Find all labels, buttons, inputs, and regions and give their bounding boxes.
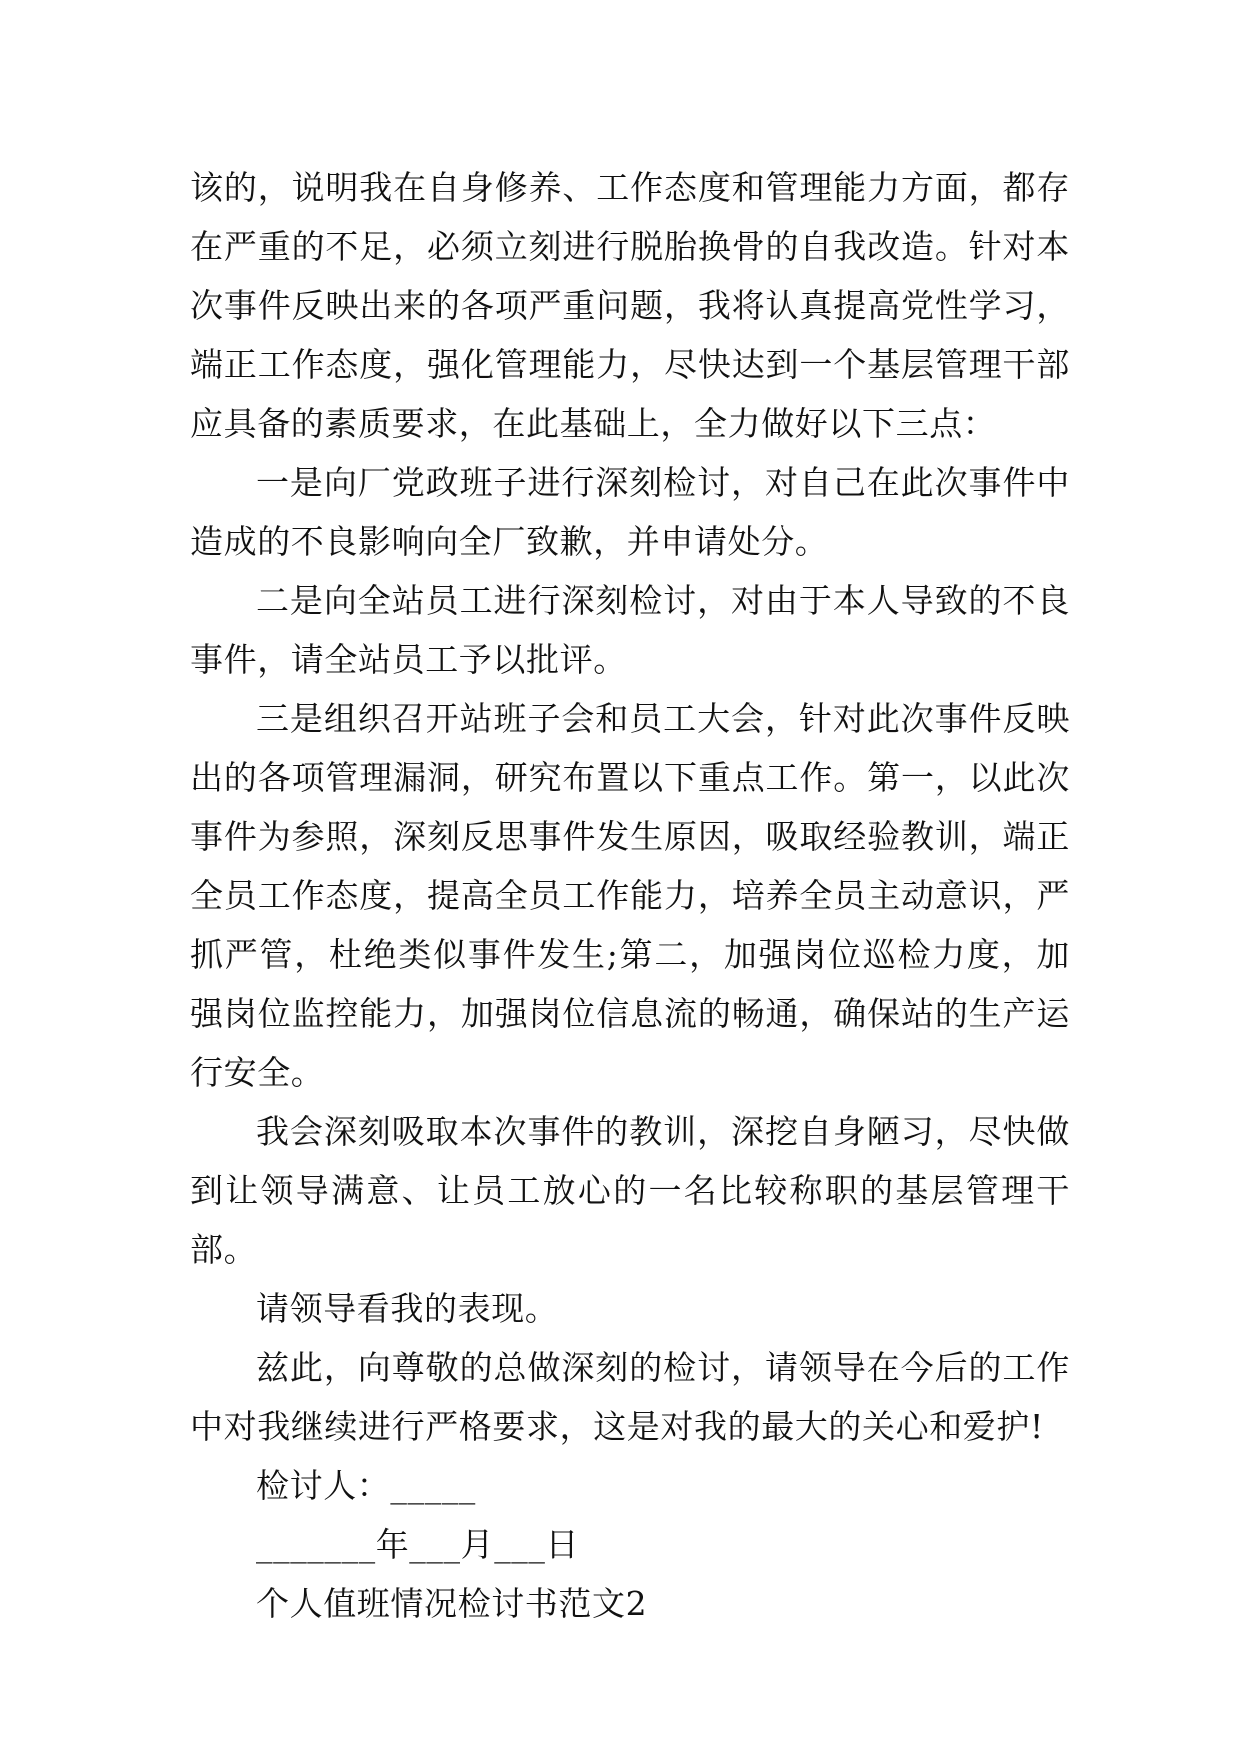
paragraph-point-two: 二是向全站员工进行深刻检讨，对由于本人导致的不良事件，请全站员工予以批评。 — [190, 581, 1070, 679]
paragraph-continuation: 该的，说明我在自身修养、工作态度和管理能力方面，都存在严重的不足，必须立刻进行脱胎换骨的自我改造。针对本次事件反映出来的各项严重问题，我将认真提高党性学习，端正工作态度，强化管理能力，尽快达到一个基层管理干部应具备的素质要求，在此基础上，全力做好以下三点： — [190, 168, 1070, 443]
paragraph-point-three: 三是组织召开站班子会和员工大会，针对此次事件反映出的各项管理漏洞，研究布置以下重点工作。第一，以此次事件为参照，深刻反思事件发生原因，吸取经验教训，端正全员工作态度，提高全员工作能力，培养全员主动意识，严抓严管，杜绝类似事件发生;第二，加强岗位巡检力度，加强岗位监控能力，加强岗位信息流的畅通，确保站的生产运行安全。 — [190, 699, 1070, 1092]
signature-line: 检讨人：_____ — [256, 1466, 476, 1505]
date-line: _______年___月___日 — [256, 1525, 580, 1564]
paragraph-point-one: 一是向厂党政班子进行深刻检讨，对自己在此次事件中造成的不良影响向全厂致歉，并申请处分。 — [190, 463, 1070, 561]
document-body — [190, 158, 1070, 1633]
next-section-title: 个人值班情况检讨书范文2 — [256, 1584, 648, 1623]
paragraph-closing: 兹此，向尊敬的总做深刻的检讨，请领导在今后的工作中对我继续进行严格要求，这是对我的最大的关心和爱护! — [190, 1348, 1070, 1446]
paragraph-commitment: 我会深刻吸取本次事件的教训，深挖自身陋习，尽快做到让领导满意、让员工放心的一名比较称职的基层管理干部。 — [190, 1112, 1070, 1269]
paragraph-request: 请领导看我的表现。 — [256, 1289, 559, 1328]
